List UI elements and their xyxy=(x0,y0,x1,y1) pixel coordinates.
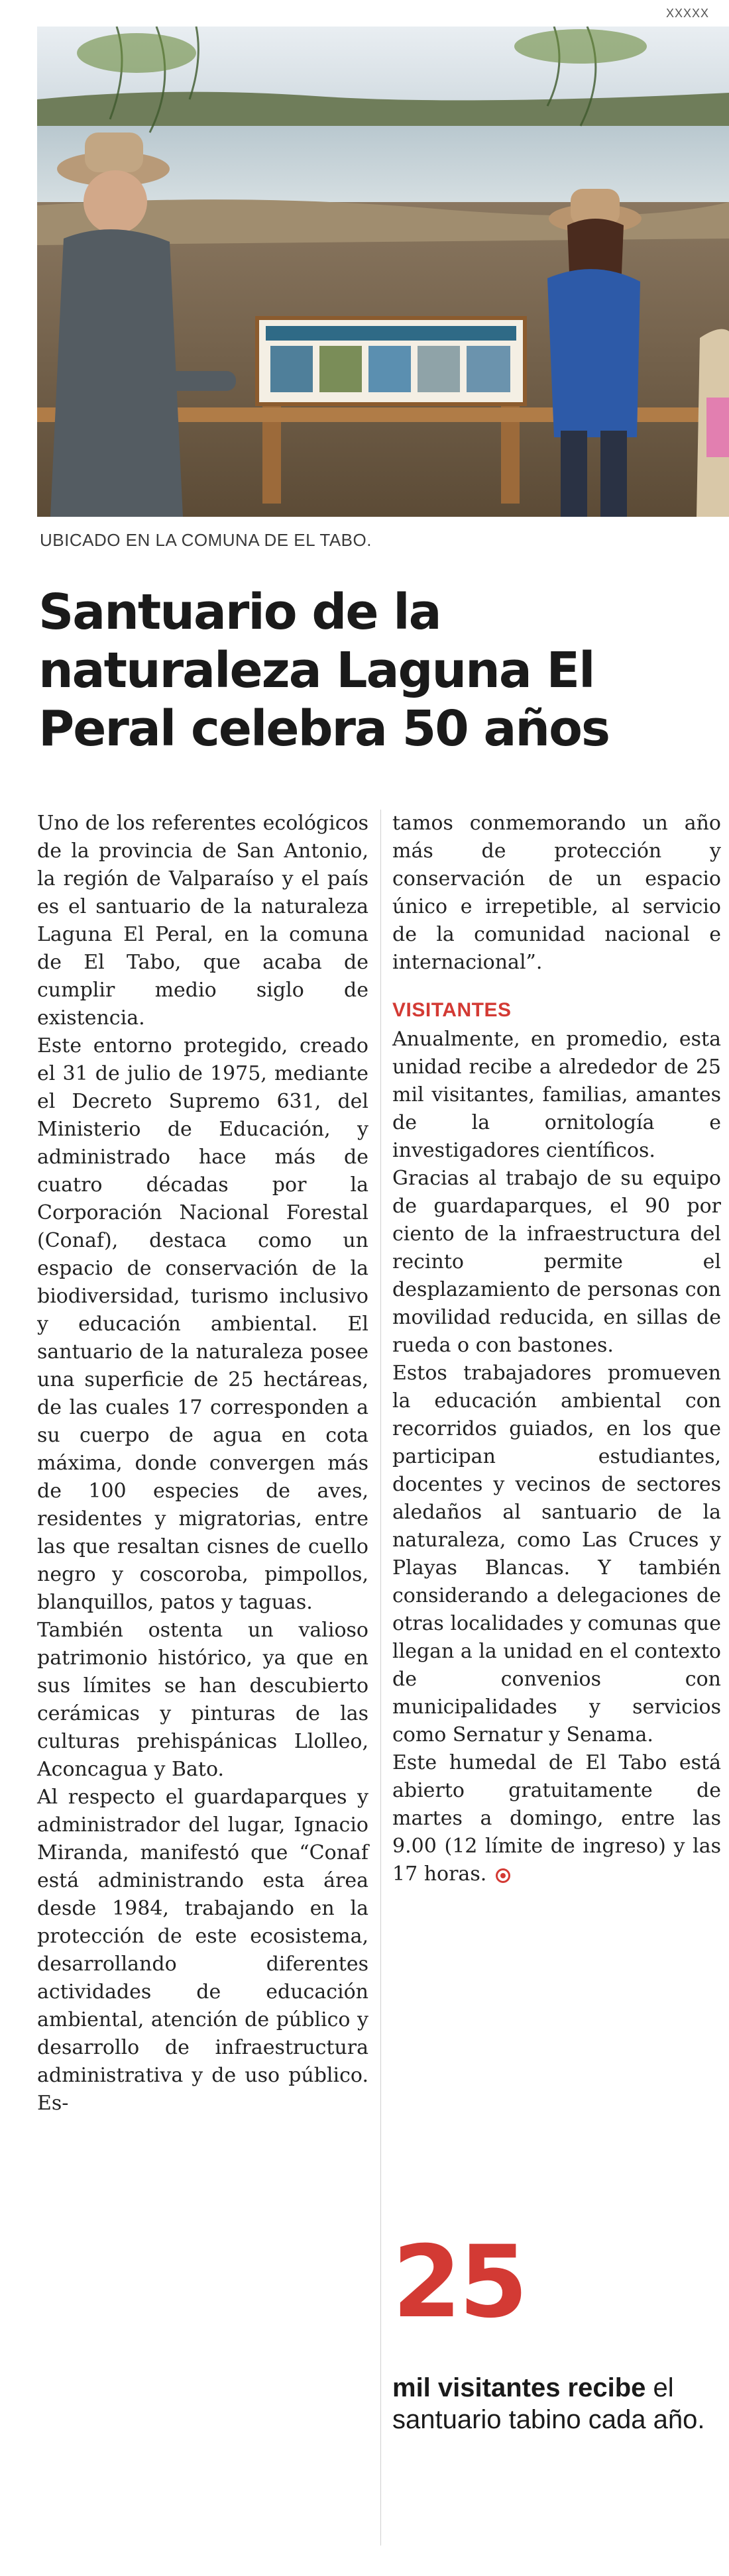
column-divider xyxy=(380,810,381,2546)
body-paragraph-continued: tamos conmemorando un año más de protección y conservación de un espacio único e irrepetible, al servicio de la comunidad nacional e internacional”. xyxy=(392,812,721,974)
article-column-right xyxy=(392,810,721,1888)
body-paragraph-last xyxy=(392,1749,721,1888)
body-paragraph: Estos trabajadores promueven la educación ambiental con recorridos guiados, en los que participan estudiantes, docentes y vecinos de sectores aledaños al santuario de la naturaleza, como Las Cruces y Playas Blancas. Y también considerando a delegaciones de otras localidades y comunas que llegan a la unidad en el contexto de convenios con municipalidades y servicios como Sernatur y Senama. xyxy=(392,1362,721,1746)
body-paragraph: También ostenta un valioso patrimonio histórico, ya que en sus límites se han descubierto cerámicas y pinturas de las culturas prehispánicas Llolleo, Aconcagua y Bato. xyxy=(37,1619,368,1781)
body-paragraph: Este entorno protegido, creado el 31 de julio de 1975, mediante el Decreto Supremo 631, del Ministerio de Educación, y administrado hace más de cuatro décadas por la Corporación Nacional Forestal (Conaf), destaca como un espacio de conservación de la biodiversidad, turismo inclusivo y educación ambiental. El santuario de la naturaleza posee una superficie de 25 hectáreas, de las cuales 17 corresponden a su cuerpo de agua en cota máxima, donde convergen más de 100 especies de aves, residentes y migratorias, entre las que resaltan cisnes de cuello negro y coscoroba, pimpollos, blanquillos, patos y taguas. xyxy=(37,1034,368,1614)
page-marker: XXXXX xyxy=(665,7,709,20)
section-title-visitantes: VISITANTES xyxy=(392,999,512,1021)
article-photo xyxy=(37,27,729,517)
body-paragraph: Uno de los referentes ecológicos de la provincia de San Antonio, la región de Valparaíso y el país es el santuario de la naturaleza Laguna El Peral, en la comuna de El Tabo, que acaba de cumplir medio siglo de existencia. xyxy=(37,812,368,1030)
stat-description xyxy=(392,2372,721,2436)
body-paragraph: Al respecto el guardaparques y administrador del lugar, Ignacio Miranda, manifestó que “Conaf está administrando esta área desde 1984, trabajando en la protección de este ecosistema, desarrollando diferentes actividades de educación ambiental, atención de público y desarrollo de infraestructura administrativa y de uso público. Es- xyxy=(37,1786,368,2115)
body-paragraph-text: Este humedal de El Tabo está abierto gratuitamente de martes a domingo, entre las 9.00 (12 límite de ingreso) y las 17 horas. xyxy=(392,1751,721,1886)
photo-caption: UBICADO EN LA COMUNA DE EL TABO. xyxy=(40,530,372,550)
headline: Santuario de la naturaleza Laguna El Peral celebra 50 años xyxy=(38,584,609,757)
stat-callout xyxy=(392,2225,721,2436)
article-column-left xyxy=(37,810,368,2118)
side-person xyxy=(697,329,729,517)
lagoon-scene-illustration xyxy=(37,27,729,517)
stat-description-rest: el santuario tabino cada año. xyxy=(392,2373,705,2434)
stat-description-bold: mil visitantes recibe xyxy=(392,2373,646,2402)
end-of-article-icon xyxy=(496,1868,510,1883)
stat-number: 25 xyxy=(392,2225,526,2340)
body-paragraph: Gracias al trabajo de su equipo de guardaparques, el 90 por ciento de la infraestructura del recinto permite el desplazamiento de personas con movilidad reducida, en sillas de rueda o con bastones. xyxy=(392,1167,721,1357)
body-paragraph: Anualmente, en promedio, esta unidad recibe a alrededor de 25 mil visitantes, familias, amantes de la ornitología e investigadores científicos. xyxy=(392,1028,721,1162)
